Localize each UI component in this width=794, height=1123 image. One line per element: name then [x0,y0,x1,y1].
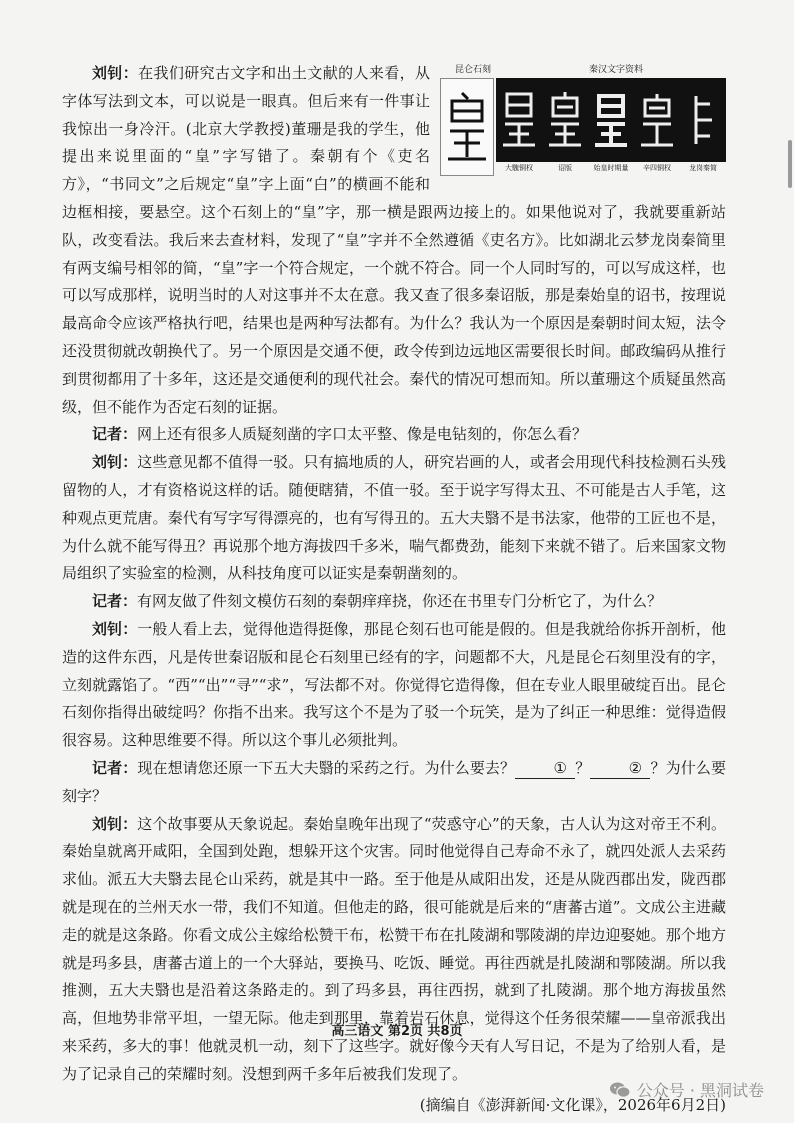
figure-body [440,78,726,176]
speaker-label: 刘钊： [92,619,138,638]
huang-glyph-icon [499,90,539,150]
scrollbar[interactable] [788,140,792,188]
source-citation: (摘编自《澎湃新闻·文化课》，2026年6月2日) [419,1096,726,1115]
figure-label-kunlun: 昆仑石刻 [454,65,491,75]
paragraph-text: ？为什么要刻字？ [62,758,726,805]
speaker-label: 记者： [92,758,138,777]
speaker-label: 记者： [92,425,138,444]
huang-character-figure [440,64,726,176]
glyph-caption: 始皇时期量 [593,164,629,172]
paragraph-text: 这些意见都不值得一驳。只有搞地质的人，研究岩画的人，或者会用现代科技检测石头残留物的人，才有资格说这样的话。随便瞎猜，不值一驳。至于说字写得太丑、不可能是古人手笔，这种观点更荒唐。秦代有写字写得漂亮的，也有写得丑的。五大夫翳不是书法家，他带的工匠也不是，为什么就不能写得丑？再说那个地方海拔四千多米，喘气都费劲，能刻下来就不错了。后来国家文物局组织了实验室的检测，从科技角度可以证实是秦朝凿刻的。 [62,453,726,583]
paragraph-5 [62,616,726,755]
paragraph-1 [62,60,726,421]
huang-glyph-icon [688,90,718,150]
speaker-label: 刘钊： [92,814,138,833]
paragraph-text: 我又查了很多秦诏版，那是秦始皇的诏书，按理说最高命令应该严格执行吧，结果也是两种写法都有。为什么？我认为一个原因是秦朝时间太短，法令还没贯彻就改朝换代了。另一个原因是交通不便，政令传到边远地区需要很长时间。邮政编码从推行到贯彻都用了十多年，这还是交通便利的现代社会。秦代的情况可想而知。所以董珊这个质疑虽然高级，但不能作为否定石刻的证据。 [62,286,726,416]
paragraph-6 [62,755,726,811]
huang-glyph-icon [591,90,631,150]
paragraph-2 [62,421,726,449]
kunlun-huang-glyph [440,78,494,176]
paragraph-text: 现在想请您还原一下五大夫翳的采药之行。为什么要去？ [137,758,516,777]
watermark [609,1078,764,1101]
glyph-caption: 辛四铜权 [643,164,671,172]
answer-blank-2[interactable]: ② [590,758,650,779]
page-footer: 高三语文 第2页 共8页 [331,1024,463,1039]
watermark-text: 公众号 · 黑洞试卷 [636,1081,764,1100]
article-body [62,60,726,1120]
paragraph-text: 这个故事要从天象说起。秦始皇晚年出现了“荧惑守心”的天象，古人认为这对帝王不利。秦始皇就离开咸阳，全国到处跑，想躲开这个灾害。同时他觉得自己寿命不永了，就四处派人去采药求仙。派五大夫翳去昆仑山采药，就是其中一路。至于他是从咸阳出发，还是从陇西郡出发，陇西郡就是现在的兰州天水一带，我们不知道。但他走的路，很可能就是后来的“唐蕃古道”。文成公主进藏走的就是这条路。你看文成公主嫁给松赞干布，松赞干布在扎陵湖和鄂陵湖的岸边迎娶她。那个地方就是玛多县，唐蕃古道上的一个大驿站，要换马、吃饭、睡觉。再往西就是扎陵湖和鄂陵湖。所以我推测，五大夫翳也是沿着这条路走的。到了玛多县，再往西拐，就到了扎陵湖。那个地方海拔虽然高，但地势非常平坦，一望无际。他走到那里，靠着岩石休息，觉得这个任务很荣耀——皇帝派我出来采药，多大的事！他就灵机一动，刻下了这些字。就好像今天有人写日记，不是为了给别人看，是为了记录自己的荣耀时刻。没想到两千多年后被我们发现了。 [62,814,726,1083]
huang-glyph-4 [634,89,680,151]
paragraph-4 [62,588,726,616]
qinhan-glyph-row [496,78,726,162]
huang-glyph-icon [545,90,585,150]
wechat-icon [609,1081,631,1099]
figure-label-qinhan: 秦汉文字资料 [588,65,643,75]
paragraph-text: 网上还有很多人质疑刻凿的字口太平整、像是电钻刻的，你怎么看？ [137,425,588,444]
glyph-captions [496,162,726,176]
huang-glyph-icon [637,90,677,150]
paragraph-text: 在我们研究古文字和出土文献的人来看，从字体写法到文本，可以说是一眼真。但后来有一件事让我惊出一身冷汗。(北京大学教授)董珊是我的学生，他提出来说里面的“皇”字写错了。秦朝有个《吏名方》，“书同文”之后规定“皇”字上面“白”的横画不能和边框相接，要悬空。这个石刻上的“皇”字，那一横是跟两边接上的。如果他说对了，我就要重新站队，改变看法。我后来去查材料，发现了“皇”字并不全然遵循《吏名方》。比如湖北云梦龙岗秦简里有两支编号相邻的简，“皇”字一个符合规定，一个就不符合。同一个人同时写的，可以写成这样，也可以写成那样，说明当时的人对这事并不太在意。 [62,64,726,305]
figure-header [440,64,726,78]
glyph-caption: 龙岗秦简 [689,164,717,172]
speaker-label: 刘钊： [92,64,139,82]
paragraph-3 [62,449,726,588]
paragraph-text: ？ [575,758,591,777]
glyph-caption: 诏版 [558,164,572,172]
huang-glyph-2 [542,89,588,151]
qinhan-glyph-panel [496,78,726,176]
paragraph-7 [62,811,726,1089]
huang-glyph-icon [444,87,490,167]
speaker-label: 刘钊： [92,453,138,472]
answer-blank-1[interactable]: ① [515,758,575,779]
speaker-label: 记者： [92,592,138,611]
huang-glyph-5 [680,89,726,151]
paragraph-text: 一般人看上去，觉得他造得挺像，那昆仑刻石也可能是假的。但是我就给你拆开剖析，他造的这件东西，凡是传世秦诏版和昆仑石刻里已经有的字，问题都不大，凡是昆仑石刻里没有的字，立刻就露馅了。“西”“出”“寻”“求”，写法都不对。你觉得它造得像，但在专业人眼里破绽百出。昆仑石刻你指得出破绽吗？你指不出来。我写这个不是为了驳一个玩笑，是为了纠正一种思维：觉得造假很容易。这种思维要不得。所以这个事儿必须批判。 [62,619,726,750]
huang-glyph-1 [496,89,542,151]
glyph-caption: 大騩铜权 [505,164,533,172]
huang-glyph-3 [588,89,634,151]
paragraph-text: 有网友做了件刻文模仿石刻的秦朝痒痒挠，你还在书里专门分析它了，为什么？ [137,592,663,611]
